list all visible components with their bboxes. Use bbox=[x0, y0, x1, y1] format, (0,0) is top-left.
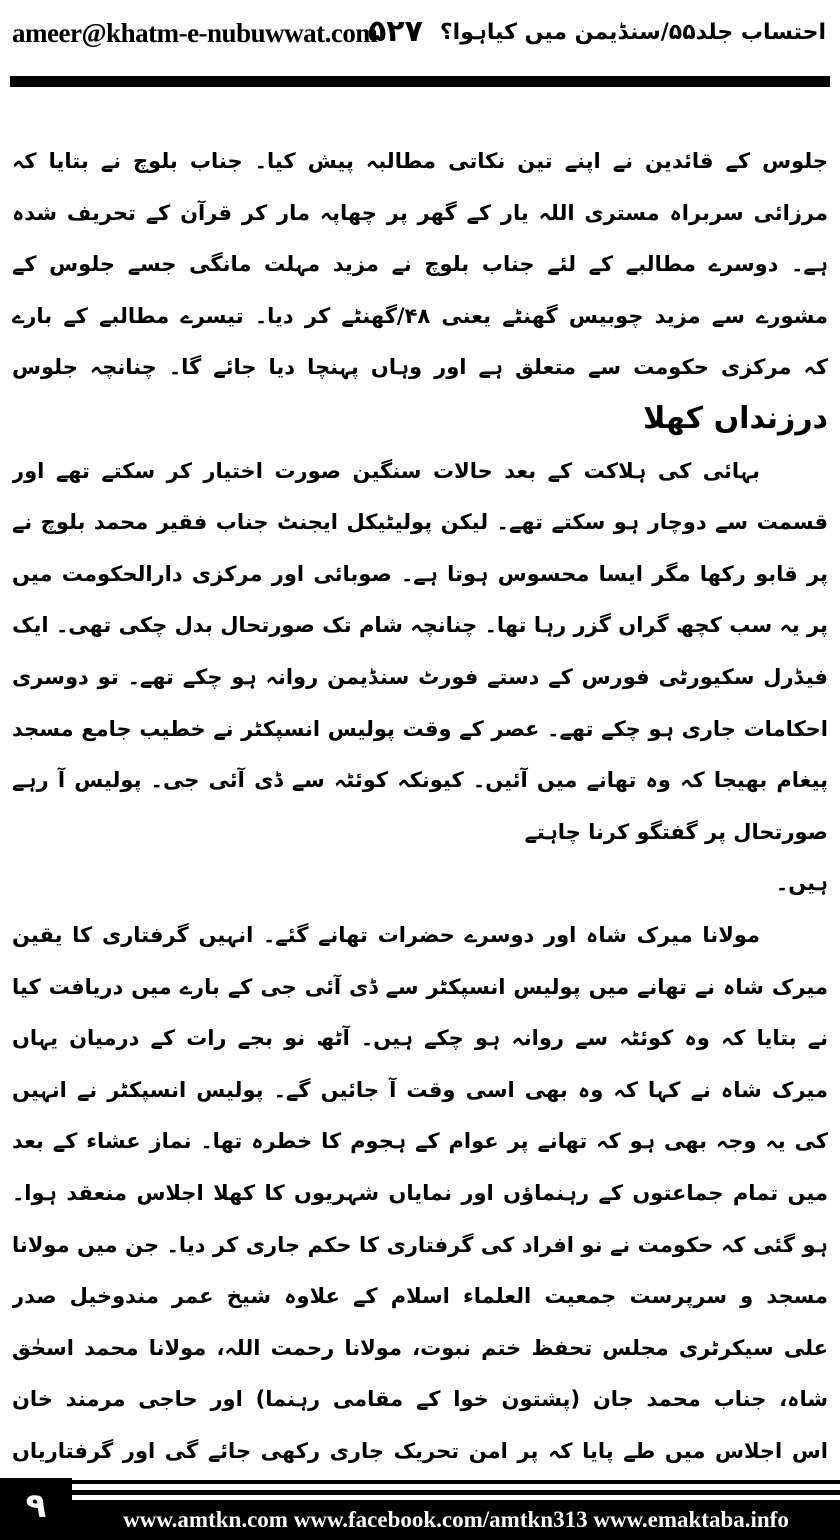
text-line: میرک شاہ نے تھانے میں پولیس انسپکٹر سے ڈی آئی جی کے بارے میں دریافت کیا bbox=[12, 974, 828, 999]
text-line: مسجد و سرپرست جمعیت العلماء اسلام کے علاوہ شیخ عمر مندوخیل صدر bbox=[12, 1284, 828, 1309]
header-page-number: ۵۲۷ bbox=[368, 14, 423, 49]
text-line: کہ مرکزی حکومت سے متعلق ہے اور وہاں پہنچا دیا جائے گا۔ چنانچہ جلوس bbox=[12, 355, 828, 380]
footer-links: www.amtkn.com www.facebook.com/amtkn313 www.emaktaba.info bbox=[72, 1500, 840, 1540]
text-line: میرک شاہ نے کہا کہ وہ بھی اسی وقت آ جائیں گے۔ پولیس انسپکٹر نے انہیں bbox=[12, 1077, 828, 1102]
text-line: ہیں۔ bbox=[775, 871, 828, 896]
footer-rule bbox=[72, 1480, 840, 1484]
text-line: ہے۔ دوسرے مطالبے کے لئے جناب بلوچ نے مزید مہلت مانگی جسے جلوس کے bbox=[12, 252, 828, 277]
text-line: مرزائی سربراہ مستری اللہ یار کے گھر پر چھاپہ مار کر قرآن کے تحریف شدہ bbox=[12, 200, 828, 225]
text-line: نے بتایا کہ وہ کوئٹہ سے روانہ ہو چکے ہیں۔ آٹھ نو بجے رات کے درمیان یہاں bbox=[12, 1026, 828, 1051]
header-rule bbox=[10, 76, 830, 87]
text-line: صورتحال پر گفتگو کرنا چاہتے bbox=[524, 819, 828, 844]
text-line: پر قابو رکھا مگر ایسا محسوس ہوتا ہے۔ صوبائی اور مرکزی دارالحکومت میں bbox=[12, 561, 828, 586]
header-running-title: احتساب جلد۵۵/سنڈیمن میں کیاہوا؟ bbox=[439, 20, 826, 45]
section-heading: درزنداں کھلا bbox=[643, 401, 828, 436]
text-line: مشورے سے مزید چوبیس گھنٹے یعنی ۴۸/گھنٹے کر دیا۔ تیسرے مطالبے کے بارے bbox=[12, 303, 828, 328]
text-line: قسمت سے دوچار ہو سکتے تھے۔ لیکن پولیٹیکل ایجنٹ جناب فقیر محمد بلوچ نے bbox=[12, 510, 828, 535]
text-line: پر یہ سب کچھ گراں گزر رہا تھا۔ چنانچہ شام تک صورتحال بدل چکی تھی۔ ایک bbox=[12, 613, 828, 638]
text-line: بہائی کی ہلاکت کے بعد حالات سنگین صورت اختیار کر سکتے تھے اور bbox=[12, 458, 760, 483]
text-line: کی یہ وجہ بھی ہو کہ تھانے پر عوام کے ہجوم کا خطرہ تھا۔ نماز عشاء کے بعد bbox=[12, 1129, 828, 1154]
text-line: میں تمام جماعتوں کے رہنماؤں اور نمایاں شہریوں کا کھلا اجلاس منعقد ہوا۔ bbox=[12, 1181, 828, 1205]
text-line: اس اجلاس میں طے پایا کہ پر امن تحریک جاری رکھی جائے گی اور گرفتاریاں bbox=[12, 1439, 828, 1463]
text-line: ہو گئی کہ حکومت نے نو افراد کی گرفتاری کا حکم جاری کر دیا۔ جن میں مولانا bbox=[12, 1232, 828, 1257]
text-line: شاہ، جناب محمد جان (پشتون خوا کے مقامی رہنما) اور حاجی مرمند خان bbox=[12, 1387, 828, 1412]
header-email: ameer@khatm-e-nubuwwat.com bbox=[12, 18, 378, 48]
footer-page-number: ٩ bbox=[0, 1478, 72, 1540]
text-line: علی سیکرٹری مجلس تحفظ ختم نبوت، مولانا رحمت اللہ، مولانا محمد اسحٰق bbox=[12, 1335, 828, 1360]
footer-rule bbox=[72, 1490, 840, 1495]
text-line: احکامات جاری ہو چکے تھے۔ عصر کے وقت پولیس انسپکٹر نے خطیب جامع مسجد bbox=[12, 716, 828, 741]
text-line: جلوس کے قائدین نے اپنے تین نکاتی مطالبہ پیش کیا۔ جناب بلوچ نے بتایا کہ bbox=[12, 149, 828, 173]
text-line: مولانا میرک شاہ اور دوسرے حضرات تھانے گئے۔ انہیں گرفتاری کا یقین bbox=[12, 923, 760, 947]
text-line: پیغام بھیجا کہ وہ تھانے میں آئیں۔ کیونکہ کوئٹہ سے ڈی آئی جی۔ پولیس آ رہے bbox=[12, 768, 828, 793]
text-line: فیڈرل سکیورٹی فورس کے دستے فورٹ سنڈیمن روانہ ہو چکے تھے۔ تو دوسری bbox=[12, 665, 828, 689]
